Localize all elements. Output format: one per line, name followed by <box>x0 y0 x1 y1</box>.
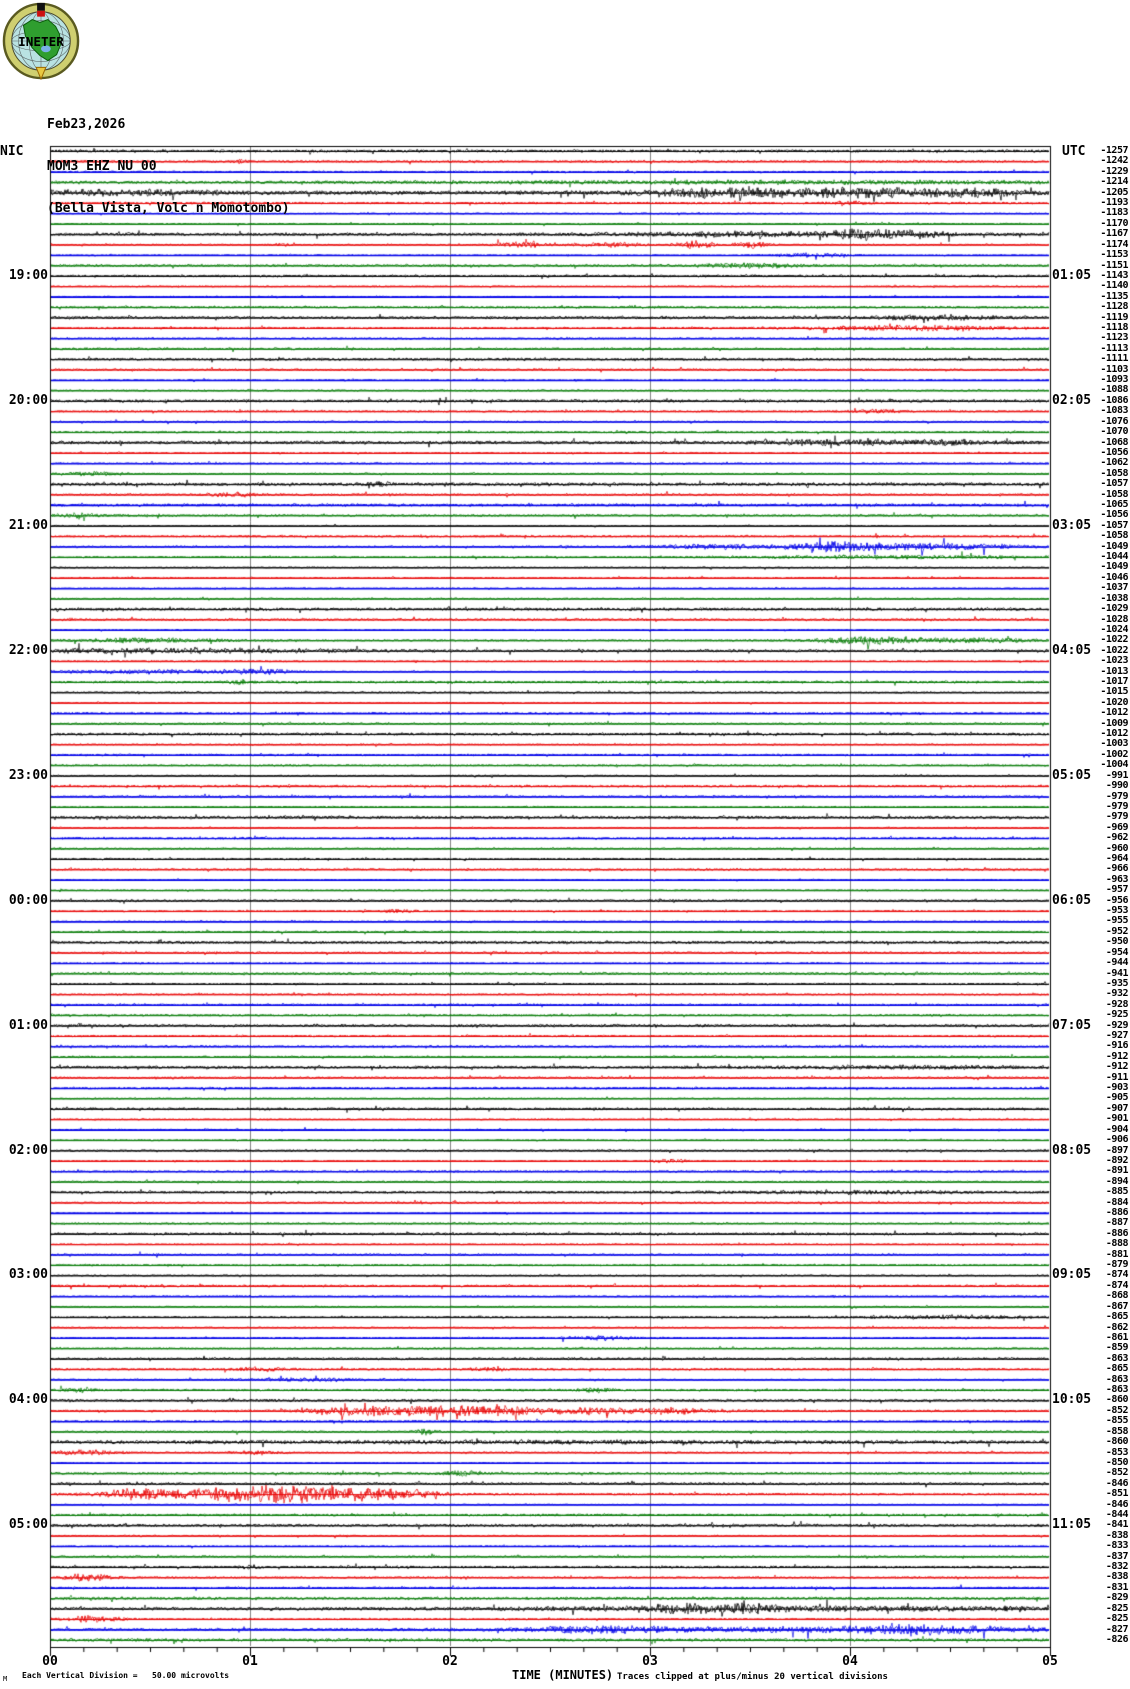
station-code-label: MOM3 EHZ NU 00 <box>47 159 157 174</box>
trace-offset-value: -1140 <box>1100 280 1128 292</box>
trace-offset-value: -886 <box>1105 1207 1128 1219</box>
trace-offset-value: -841 <box>1105 1519 1128 1531</box>
trace-offset-value: -852 <box>1105 1467 1128 1479</box>
trace-offset-value: -885 <box>1105 1186 1128 1198</box>
trace-offset-value: -855 <box>1105 1415 1128 1427</box>
trace-offset-value: -935 <box>1105 977 1128 989</box>
trace-offset-value: -829 <box>1105 1592 1128 1604</box>
trace-offset-value: -1009 <box>1100 717 1128 729</box>
trace-offset-value: -850 <box>1105 1456 1128 1468</box>
trace-offset-value: -874 <box>1105 1269 1128 1281</box>
trace-offset-value: -891 <box>1105 1165 1128 1177</box>
trace-offset-value: -925 <box>1105 1009 1128 1021</box>
trace-offset-value: -941 <box>1105 967 1128 979</box>
trace-offset-value: -846 <box>1105 1498 1128 1510</box>
trace-offset-value: -1214 <box>1100 176 1128 188</box>
trace-offset-value: -1103 <box>1100 363 1128 375</box>
trace-offset-value: -1086 <box>1100 394 1128 406</box>
trace-offset-value: -1049 <box>1100 561 1128 573</box>
right-time-label: 08:05 <box>1052 1142 1092 1158</box>
trace-offset-value: -886 <box>1105 1227 1128 1239</box>
trace-offset-value: -979 <box>1105 800 1128 812</box>
trace-offset-value: -928 <box>1105 998 1128 1010</box>
trace-offset-value: -1017 <box>1100 676 1128 687</box>
trace-offset-value: -1257 <box>1100 145 1128 156</box>
trace-offset-value: -833 <box>1105 1540 1128 1552</box>
trace-offset-value: -1057 <box>1100 519 1128 531</box>
trace-offset-value: -932 <box>1105 988 1128 1000</box>
trace-offset-value: -929 <box>1105 1019 1128 1031</box>
trace-offset-value: -860 <box>1105 1436 1128 1448</box>
trace-offset-value: -863 <box>1105 1373 1128 1385</box>
trace-offset-value: -853 <box>1105 1446 1128 1458</box>
trace-offset-value: -1003 <box>1100 738 1128 750</box>
right-time-label: 06:05 <box>1052 892 1092 908</box>
trace-offset-value: -827 <box>1105 1623 1128 1635</box>
trace-offset-value: -901 <box>1105 1113 1128 1125</box>
trace-offset-value: -1193 <box>1100 197 1128 209</box>
scale-note: Each Vertical Division = 50.00 microvolts <box>22 1671 230 1680</box>
trace-offset-value: -859 <box>1105 1342 1128 1354</box>
trace-offset-value: -927 <box>1105 1030 1128 1042</box>
trace-offset-value: -1068 <box>1100 436 1128 448</box>
x-axis-tick-label: 02 <box>442 1654 458 1669</box>
logo-top-marker-red <box>37 11 45 17</box>
left-time-label: 01:00 <box>8 1017 48 1033</box>
trace-offset-value: -874 <box>1105 1279 1128 1291</box>
trace-offset-value: -1058 <box>1100 467 1128 479</box>
plot-header <box>47 90 290 244</box>
trace-offset-value: -1143 <box>1100 269 1128 281</box>
left-timezone-label: NIC <box>0 144 24 159</box>
trace-offset-value: -1057 <box>1100 478 1128 490</box>
trace-offset-value: -825 <box>1105 1602 1128 1614</box>
trace-offset-value: -916 <box>1105 1040 1128 1052</box>
trace-offset-value: -1056 <box>1100 509 1128 521</box>
trace-offset-value: -952 <box>1105 925 1128 937</box>
trace-offset-value: -838 <box>1105 1529 1128 1541</box>
trace-offset-value: -1088 <box>1100 384 1128 396</box>
trace-offset-value: -844 <box>1105 1508 1128 1520</box>
trace-offset-value: -907 <box>1105 1102 1128 1114</box>
trace-offset-value: -852 <box>1105 1404 1128 1416</box>
left-time-label: 03:00 <box>8 1267 48 1283</box>
trace-offset-value: -868 <box>1105 1290 1128 1302</box>
left-time-label: 21:00 <box>8 517 48 533</box>
trace-offset-value: -964 <box>1105 853 1128 865</box>
trace-offset-value: -846 <box>1105 1477 1128 1489</box>
trace-offset-value: -1183 <box>1100 207 1128 219</box>
left-time-label: 19:00 <box>8 267 48 283</box>
trace-offset-value: -879 <box>1105 1259 1128 1271</box>
trace-offset-value: -1004 <box>1100 759 1128 771</box>
trace-offset-value: -826 <box>1105 1633 1128 1645</box>
trace-offset-value: -1062 <box>1100 457 1128 469</box>
trace-offset-value: -851 <box>1105 1488 1128 1500</box>
trace-offset-value: -990 <box>1105 780 1128 792</box>
right-time-label: 03:05 <box>1052 517 1092 533</box>
trace-offset-value: -944 <box>1105 957 1128 969</box>
trace-offset-value: -881 <box>1105 1248 1128 1260</box>
trace-offset-value: -966 <box>1105 863 1128 875</box>
trace-offset-value: -1058 <box>1100 488 1128 500</box>
x-axis-tick-label: 04 <box>842 1654 858 1669</box>
trace-offset-value: -1037 <box>1100 582 1128 594</box>
right-time-label: 11:05 <box>1052 1517 1092 1533</box>
trace-offset-value: -897 <box>1105 1144 1128 1156</box>
trace-offset-value: -1242 <box>1100 155 1128 167</box>
trace-offset-value: -887 <box>1105 1217 1128 1229</box>
trace-offset-value: -832 <box>1105 1561 1128 1573</box>
trace-offset-value: -1119 <box>1100 311 1128 323</box>
trace-offset-value: -1015 <box>1100 686 1128 698</box>
right-timezone-label: UTC <box>1062 144 1086 159</box>
trace-offset-value: -956 <box>1105 894 1128 906</box>
trace-offset-value: -1044 <box>1100 551 1128 563</box>
left-time-label: 05:00 <box>8 1517 48 1533</box>
trace-offset-value: -991 <box>1105 769 1128 781</box>
trace-offset-value: -892 <box>1105 1154 1128 1166</box>
trace-offset-value: -1028 <box>1100 613 1128 625</box>
trace-offset-value: -1002 <box>1100 748 1128 760</box>
trace-offset-value: -863 <box>1105 1384 1128 1396</box>
trace-offset-value: -1076 <box>1100 415 1128 427</box>
trace-offset-value: -1113 <box>1100 342 1128 354</box>
right-time-label: 10:05 <box>1052 1392 1092 1408</box>
right-time-label: 04:05 <box>1052 642 1092 658</box>
trace-offset-value: -904 <box>1105 1123 1128 1135</box>
trace-offset-value: -903 <box>1105 1082 1128 1094</box>
trace-offset-value: -1167 <box>1100 228 1128 240</box>
trace-offset-value: -950 <box>1105 936 1128 948</box>
trace-offset-value: -1070 <box>1100 426 1128 438</box>
trace-offset-value: -905 <box>1105 1092 1128 1104</box>
trace-offset-value: -1170 <box>1100 217 1128 229</box>
right-time-label: 09:05 <box>1052 1267 1092 1283</box>
x-axis-title: TIME (MINUTES) <box>512 1668 614 1682</box>
trace-offset-value: -912 <box>1105 1061 1128 1073</box>
trace-offset-value: -1024 <box>1100 623 1128 635</box>
trace-offset-value: -962 <box>1105 832 1128 844</box>
trace-offset-value: -884 <box>1105 1196 1128 1208</box>
x-axis-tick-label: 05 <box>1042 1654 1058 1669</box>
trace-offset-value: -865 <box>1105 1363 1128 1375</box>
trace-offset-value: -979 <box>1105 811 1128 823</box>
trace-offset-value: -1022 <box>1100 634 1128 646</box>
trace-offset-value: -1111 <box>1100 353 1128 365</box>
trace-offset-value: -953 <box>1105 905 1128 917</box>
trace-offset-value: -858 <box>1105 1425 1128 1437</box>
trace-offset-value: -860 <box>1105 1394 1128 1406</box>
trace-offset-value: -1229 <box>1100 165 1128 177</box>
trace-offset-value: -1058 <box>1100 530 1128 542</box>
trace-offset-value: -1049 <box>1100 540 1128 552</box>
clip-note: Traces clipped at plus/minus 20 vertical divisions <box>617 1672 888 1682</box>
trace-offset-value: -955 <box>1105 915 1128 927</box>
logo-top-marker-black <box>37 3 45 11</box>
left-time-label: 22:00 <box>8 642 48 658</box>
ineter-logo <box>2 2 80 80</box>
trace-offset-value: -957 <box>1105 884 1128 896</box>
trace-offset-value: -906 <box>1105 1134 1128 1146</box>
right-time-label: 07:05 <box>1052 1017 1092 1033</box>
trace-offset-value: -1093 <box>1100 374 1128 386</box>
trace-offset-value: -1046 <box>1100 571 1128 583</box>
trace-offset-value: -1020 <box>1100 696 1128 708</box>
trace-offset-value: -979 <box>1105 790 1128 802</box>
trace-offset-value: -960 <box>1105 842 1128 854</box>
trace-offset-value: -1128 <box>1100 301 1128 313</box>
right-time-label: 02:05 <box>1052 392 1092 408</box>
trace-offset-value: -825 <box>1105 1613 1128 1625</box>
trace-offset-value: -1056 <box>1100 446 1128 458</box>
trace-offset-value: -1083 <box>1100 405 1128 417</box>
trace-offset-value: -863 <box>1105 1352 1128 1364</box>
trace-offset-value: -862 <box>1105 1321 1128 1333</box>
left-time-label: 00:00 <box>8 892 48 908</box>
trace-offset-value: -912 <box>1105 1050 1128 1062</box>
logo-text: INETER <box>18 33 64 49</box>
trace-offset-value: -1012 <box>1100 728 1128 740</box>
trace-offset-value: -1013 <box>1100 665 1128 677</box>
trace-offset-value: -861 <box>1105 1331 1128 1343</box>
trace-offset-value: -1205 <box>1100 186 1128 198</box>
trace-offset-value: -1023 <box>1100 655 1128 667</box>
left-time-label: 20:00 <box>8 392 48 408</box>
right-time-label: 05:05 <box>1052 767 1092 783</box>
x-axis-tick-label: 03 <box>642 1654 658 1669</box>
trace-offset-value: -1029 <box>1100 603 1128 615</box>
trace-offset-value: -1153 <box>1100 249 1128 261</box>
footer-corner-mark: M <box>3 1675 8 1683</box>
trace-offset-value: -911 <box>1105 1071 1128 1083</box>
trace-offset-value: -1135 <box>1100 290 1128 302</box>
left-time-label: 23:00 <box>8 767 48 783</box>
trace-offset-value: -831 <box>1105 1581 1128 1593</box>
trace-offset-value: -1038 <box>1100 592 1128 604</box>
right-time-label: 01:05 <box>1052 267 1092 283</box>
trace-offset-value: -865 <box>1105 1311 1128 1323</box>
trace-offset-value: -1065 <box>1100 499 1128 510</box>
trace-offset-value: -954 <box>1105 946 1128 958</box>
left-time-label: 02:00 <box>8 1142 48 1158</box>
trace-offset-value: -867 <box>1105 1300 1128 1312</box>
x-axis-tick-label: 01 <box>242 1654 258 1669</box>
trace-offset-value: -1022 <box>1100 644 1128 656</box>
trace-offset-value: -888 <box>1105 1238 1128 1250</box>
trace-offset-value: -1151 <box>1100 259 1128 271</box>
date-label: Feb23,2026 <box>47 117 126 132</box>
trace-offset-value: -969 <box>1105 821 1128 833</box>
trace-offset-value: -1123 <box>1100 332 1128 344</box>
trace-offset-value: -963 <box>1105 873 1128 885</box>
trace-offset-value: -1174 <box>1100 238 1128 250</box>
trace-offset-value: -837 <box>1105 1550 1128 1562</box>
left-time-label: 04:00 <box>8 1392 48 1408</box>
x-axis-tick-label: 00 <box>42 1654 58 1669</box>
station-location-label: (Bella Vista, Volc n Momotombo) <box>47 201 290 216</box>
trace-offset-value: -1012 <box>1100 707 1128 719</box>
trace-offset-value: -838 <box>1105 1571 1128 1583</box>
trace-offset-value: -894 <box>1105 1175 1128 1187</box>
trace-offset-value: -1118 <box>1100 322 1128 333</box>
